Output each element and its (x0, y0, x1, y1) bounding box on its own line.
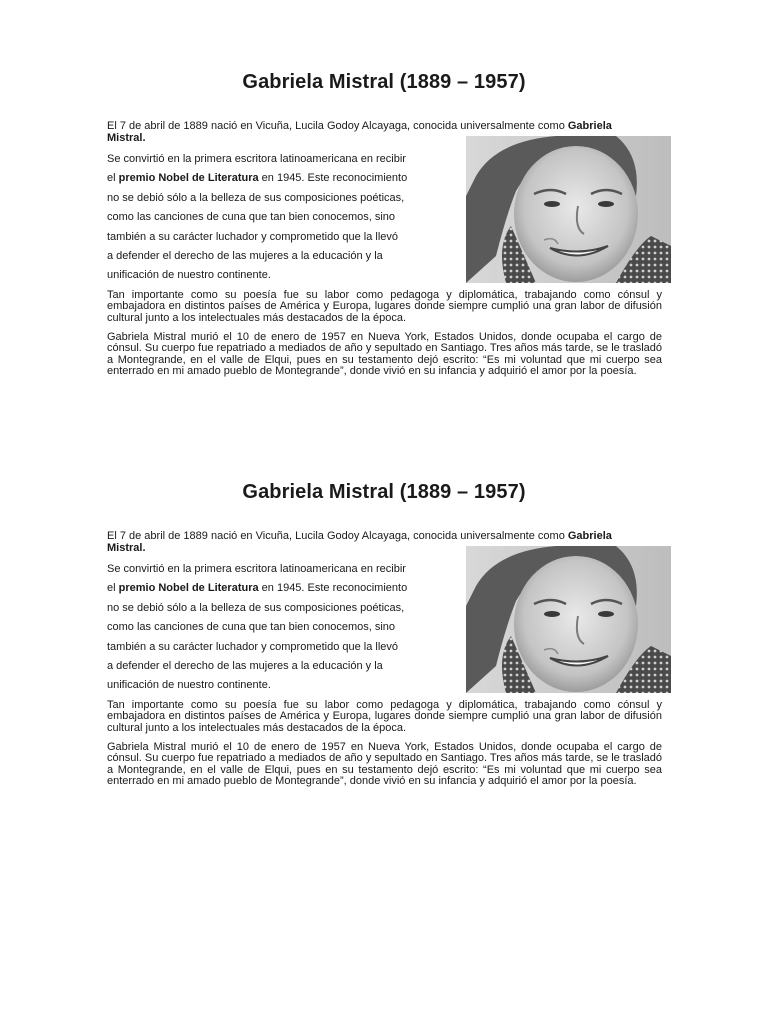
death-paragraph: Gabriela Mistral murió el 10 de enero de 1957 en Nueva York, Estados Unidos, donde ocupaba el cargo de cónsul. Su cuerpo fue repatriado a mediados de año y sepultado en Santiago. Tres años más tarde, se le trasladó a Montegrande, en el valle de Elqui, pues en su testamento dejó escrito: “Es mi voluntad que mi cuerpo sea enterrado en mi amado pueblo de Montegrande”, donde vivió en su infancia y adquirió el amor por la poesía. (107, 331, 662, 377)
wrap-line-3: no se debió sólo a la belleza de sus composiciones poéticas, (107, 192, 405, 204)
intro-name-bold: Gabriela Mistral. (107, 120, 612, 144)
wrap-line-5: también a su carácter luchador y comprometido que la llevó (107, 231, 399, 243)
wrap-line-2-post: en 1945. Este reconocimiento (258, 172, 408, 184)
article-title: Gabriela Mistral (1889 – 1957) (242, 481, 526, 503)
wrap-line-2-post: en 1945. Este reconocimiento (258, 582, 408, 594)
intro-text: El 7 de abril de 1889 nació en Vicuña, Lucila Godoy Alcayaga, conocida universalmente como (107, 120, 568, 132)
portrait-image (466, 546, 671, 693)
article-title: Gabriela Mistral (1889 – 1957) (242, 71, 526, 93)
career-paragraph: Tan importante como su poesía fue su labor como pedagoga y diplomática, trabajando como cónsul y embajadora en distintos países de América y Europa, lugares donde siempre cumplió una gran labor de difusión cultural junto a los intelectuales más destacados de la época. (107, 289, 662, 324)
wrap-line-7: unificación de nuestro continente. (107, 679, 271, 691)
wrap-line-5: también a su carácter luchador y comprometido que la llevó (107, 641, 399, 653)
portrait-image (466, 136, 671, 283)
nobel-prize-bold: premio Nobel de Literatura (118, 582, 259, 594)
article-block-1 (0, 70, 768, 480)
wrap-line-4: como las canciones de cuna que tan bien conocemos, sino (107, 211, 396, 223)
intro-text: El 7 de abril de 1889 nació en Vicuña, Lucila Godoy Alcayaga, conocida universalmente como (107, 530, 568, 542)
wrap-line-2-pre: el (107, 582, 119, 594)
intro-name-bold: Gabriela Mistral. (107, 530, 612, 554)
wrap-line-6: a defender el derecho de las mujeres a la educación y la (107, 250, 383, 262)
wrap-line-2 (107, 172, 467, 185)
wrap-line-4: como las canciones de cuna que tan bien conocemos, sino (107, 621, 396, 633)
wrap-line-1: Se convirtió en la primera escritora latinoamericana en recibir (107, 153, 406, 165)
wrap-line-1: Se convirtió en la primera escritora latinoamericana en recibir (107, 563, 406, 575)
portrait-photo (466, 546, 671, 693)
portrait-photo (466, 136, 671, 283)
wrap-line-2-pre: el (107, 172, 119, 184)
article-block-2 (0, 480, 768, 890)
wrap-line-6: a defender el derecho de las mujeres a la educación y la (107, 660, 383, 672)
wrap-line-3: no se debió sólo a la belleza de sus composiciones poéticas, (107, 602, 405, 614)
nobel-prize-bold: premio Nobel de Literatura (118, 172, 259, 184)
wrap-line-7: unificación de nuestro continente. (107, 269, 271, 281)
death-paragraph: Gabriela Mistral murió el 10 de enero de 1957 en Nueva York, Estados Unidos, donde ocupaba el cargo de cónsul. Su cuerpo fue repatriado a mediados de año y sepultado en Santiago. Tres años más tarde, se le trasladó a Montegrande, en el valle de Elqui, pues en su testamento dejó escrito: “Es mi voluntad que mi cuerpo sea enterrado en mi amado pueblo de Montegrande”, donde vivió en su infancia y adquirió el amor por la poesía. (107, 741, 662, 787)
wrap-line-2 (107, 582, 467, 595)
career-paragraph: Tan importante como su poesía fue su labor como pedagoga y diplomática, trabajando como cónsul y embajadora en distintos países de América y Europa, lugares donde siempre cumplió una gran labor de difusión cultural junto a los intelectuales más destacados de la época. (107, 699, 662, 734)
